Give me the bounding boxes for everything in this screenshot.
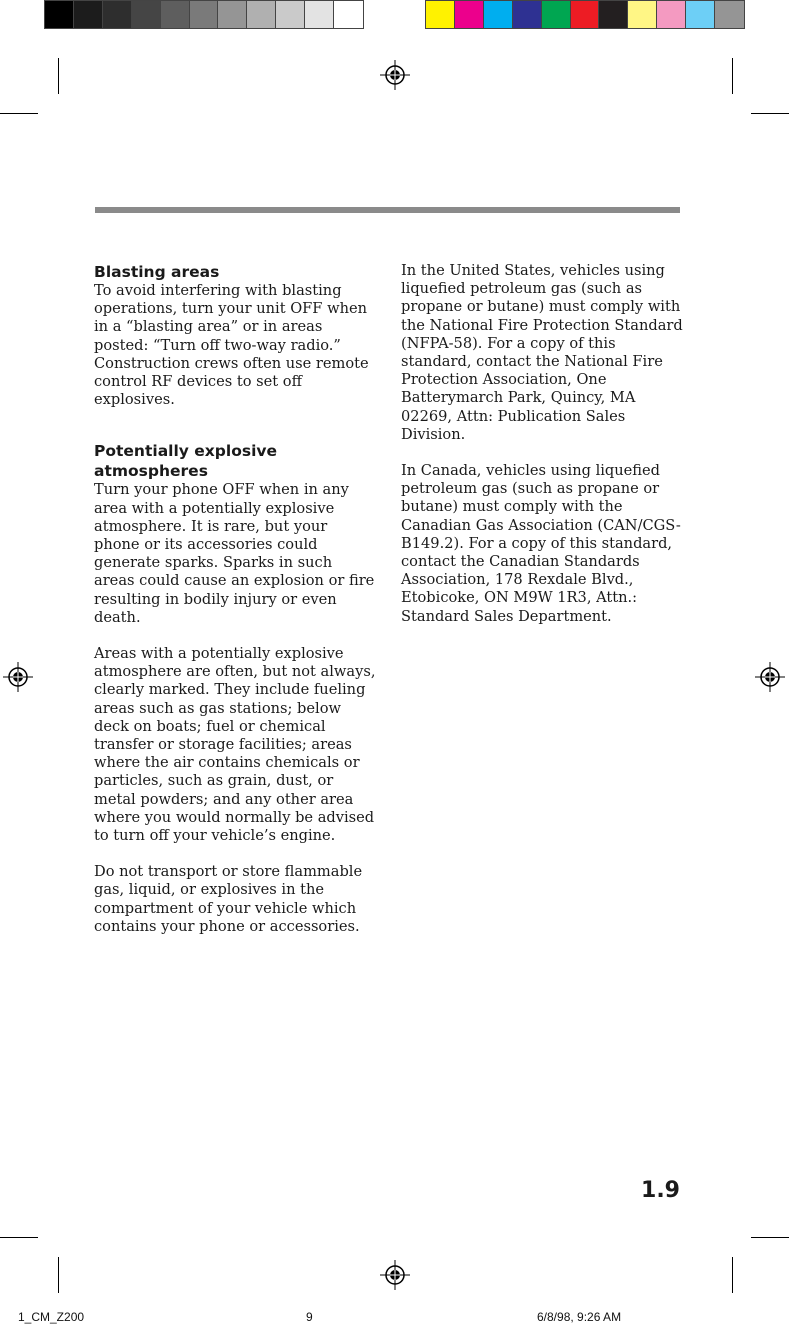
slug-page: 9 bbox=[306, 1310, 313, 1324]
heading-explosive-atmospheres: Potentially explosive atmospheres bbox=[94, 442, 277, 481]
color-swatch bbox=[513, 1, 542, 28]
color-swatch bbox=[426, 1, 455, 28]
slug-date: 6/8/98, 9:26 AM bbox=[537, 1310, 622, 1324]
paragraph: Areas with a potentially explosive atmosphere are often, but not always, clearly marked. They include fueling areas such as gas stations; below deck on boats; fuel or chemical transfer or storage facilities; areas where the air contains chemicals or particles, such as grain, dust, or metal powders; and any other area where you would normally be advised to turn off your vehicle’s engine. bbox=[94, 645, 376, 845]
registration-mark-icon bbox=[3, 662, 33, 692]
gray-swatch bbox=[45, 1, 74, 28]
paragraph: To avoid interfering with blasting operations, turn your unit OFF when in a “blasting area” or in areas posted: “Turn off two-way radio.” Construction crews often use remote control RF devices to set off explosives. bbox=[94, 282, 369, 409]
heading-blasting-areas: Blasting areas bbox=[94, 263, 220, 281]
color-swatch bbox=[628, 1, 657, 28]
crop-mark bbox=[58, 58, 59, 94]
gray-swatch bbox=[276, 1, 305, 28]
crop-mark bbox=[0, 113, 38, 114]
registration-mark-icon bbox=[380, 60, 410, 90]
left-column bbox=[94, 262, 376, 954]
gray-swatch bbox=[74, 1, 103, 28]
grayscale-color-bar bbox=[44, 0, 364, 29]
gray-swatch bbox=[305, 1, 334, 28]
gray-swatch bbox=[161, 1, 190, 28]
process-color-bar bbox=[425, 0, 745, 29]
gray-swatch bbox=[103, 1, 132, 28]
crop-mark bbox=[732, 58, 733, 94]
header-rule bbox=[95, 207, 680, 213]
crop-mark bbox=[751, 113, 789, 114]
paragraph: In Canada, vehicles using liquefied petroleum gas (such as propane or butane) must comply with the Canadian Gas Association (CAN/CGS-B149.2). For a copy of this standard, contact the Canadian Standards Association, 178 Rexdale Blvd., Etobicoke, ON M9W 1R3, Attn.: Standard Sales Department. bbox=[401, 462, 681, 625]
page-number: 1.9 bbox=[641, 1178, 680, 1203]
registration-mark-icon bbox=[380, 1260, 410, 1290]
paragraph: Do not transport or store flammable gas, liquid, or explosives in the compartment of your vehicle which contains your phone or accessories. bbox=[94, 863, 363, 935]
color-swatch bbox=[571, 1, 600, 28]
color-swatch bbox=[715, 1, 744, 28]
crop-mark bbox=[0, 1237, 38, 1238]
gray-swatch bbox=[334, 1, 363, 28]
color-swatch bbox=[542, 1, 571, 28]
color-swatch bbox=[657, 1, 686, 28]
crop-mark bbox=[751, 1237, 789, 1238]
gray-swatch bbox=[247, 1, 276, 28]
slug-filename: 1_CM_Z200 bbox=[18, 1310, 85, 1324]
registration-mark-icon bbox=[755, 662, 785, 692]
color-swatch bbox=[455, 1, 484, 28]
gray-swatch bbox=[190, 1, 219, 28]
color-swatch bbox=[484, 1, 513, 28]
right-column bbox=[401, 262, 683, 644]
color-swatch bbox=[599, 1, 628, 28]
paragraph: Turn your phone OFF when in any area with a potentially explosive atmosphere. It is rare, but your phone or its accessories could generate sparks. Sparks in such areas could cause an explosion or fire resulting in bodily injury or even death. bbox=[94, 481, 375, 626]
paragraph: In the United States, vehicles using liquefied petroleum gas (such as propane or butane) must comply with the National Fire Protection Standard (NFPA-58). For a copy of this standard, contact the National Fire Protection Association, One Batterymarch Park, Quincy, MA 02269, Attn: Publication Sales Division. bbox=[401, 262, 683, 443]
gray-swatch bbox=[132, 1, 161, 28]
crop-mark bbox=[732, 1257, 733, 1293]
color-swatch bbox=[686, 1, 715, 28]
crop-mark bbox=[58, 1257, 59, 1293]
gray-swatch bbox=[218, 1, 247, 28]
